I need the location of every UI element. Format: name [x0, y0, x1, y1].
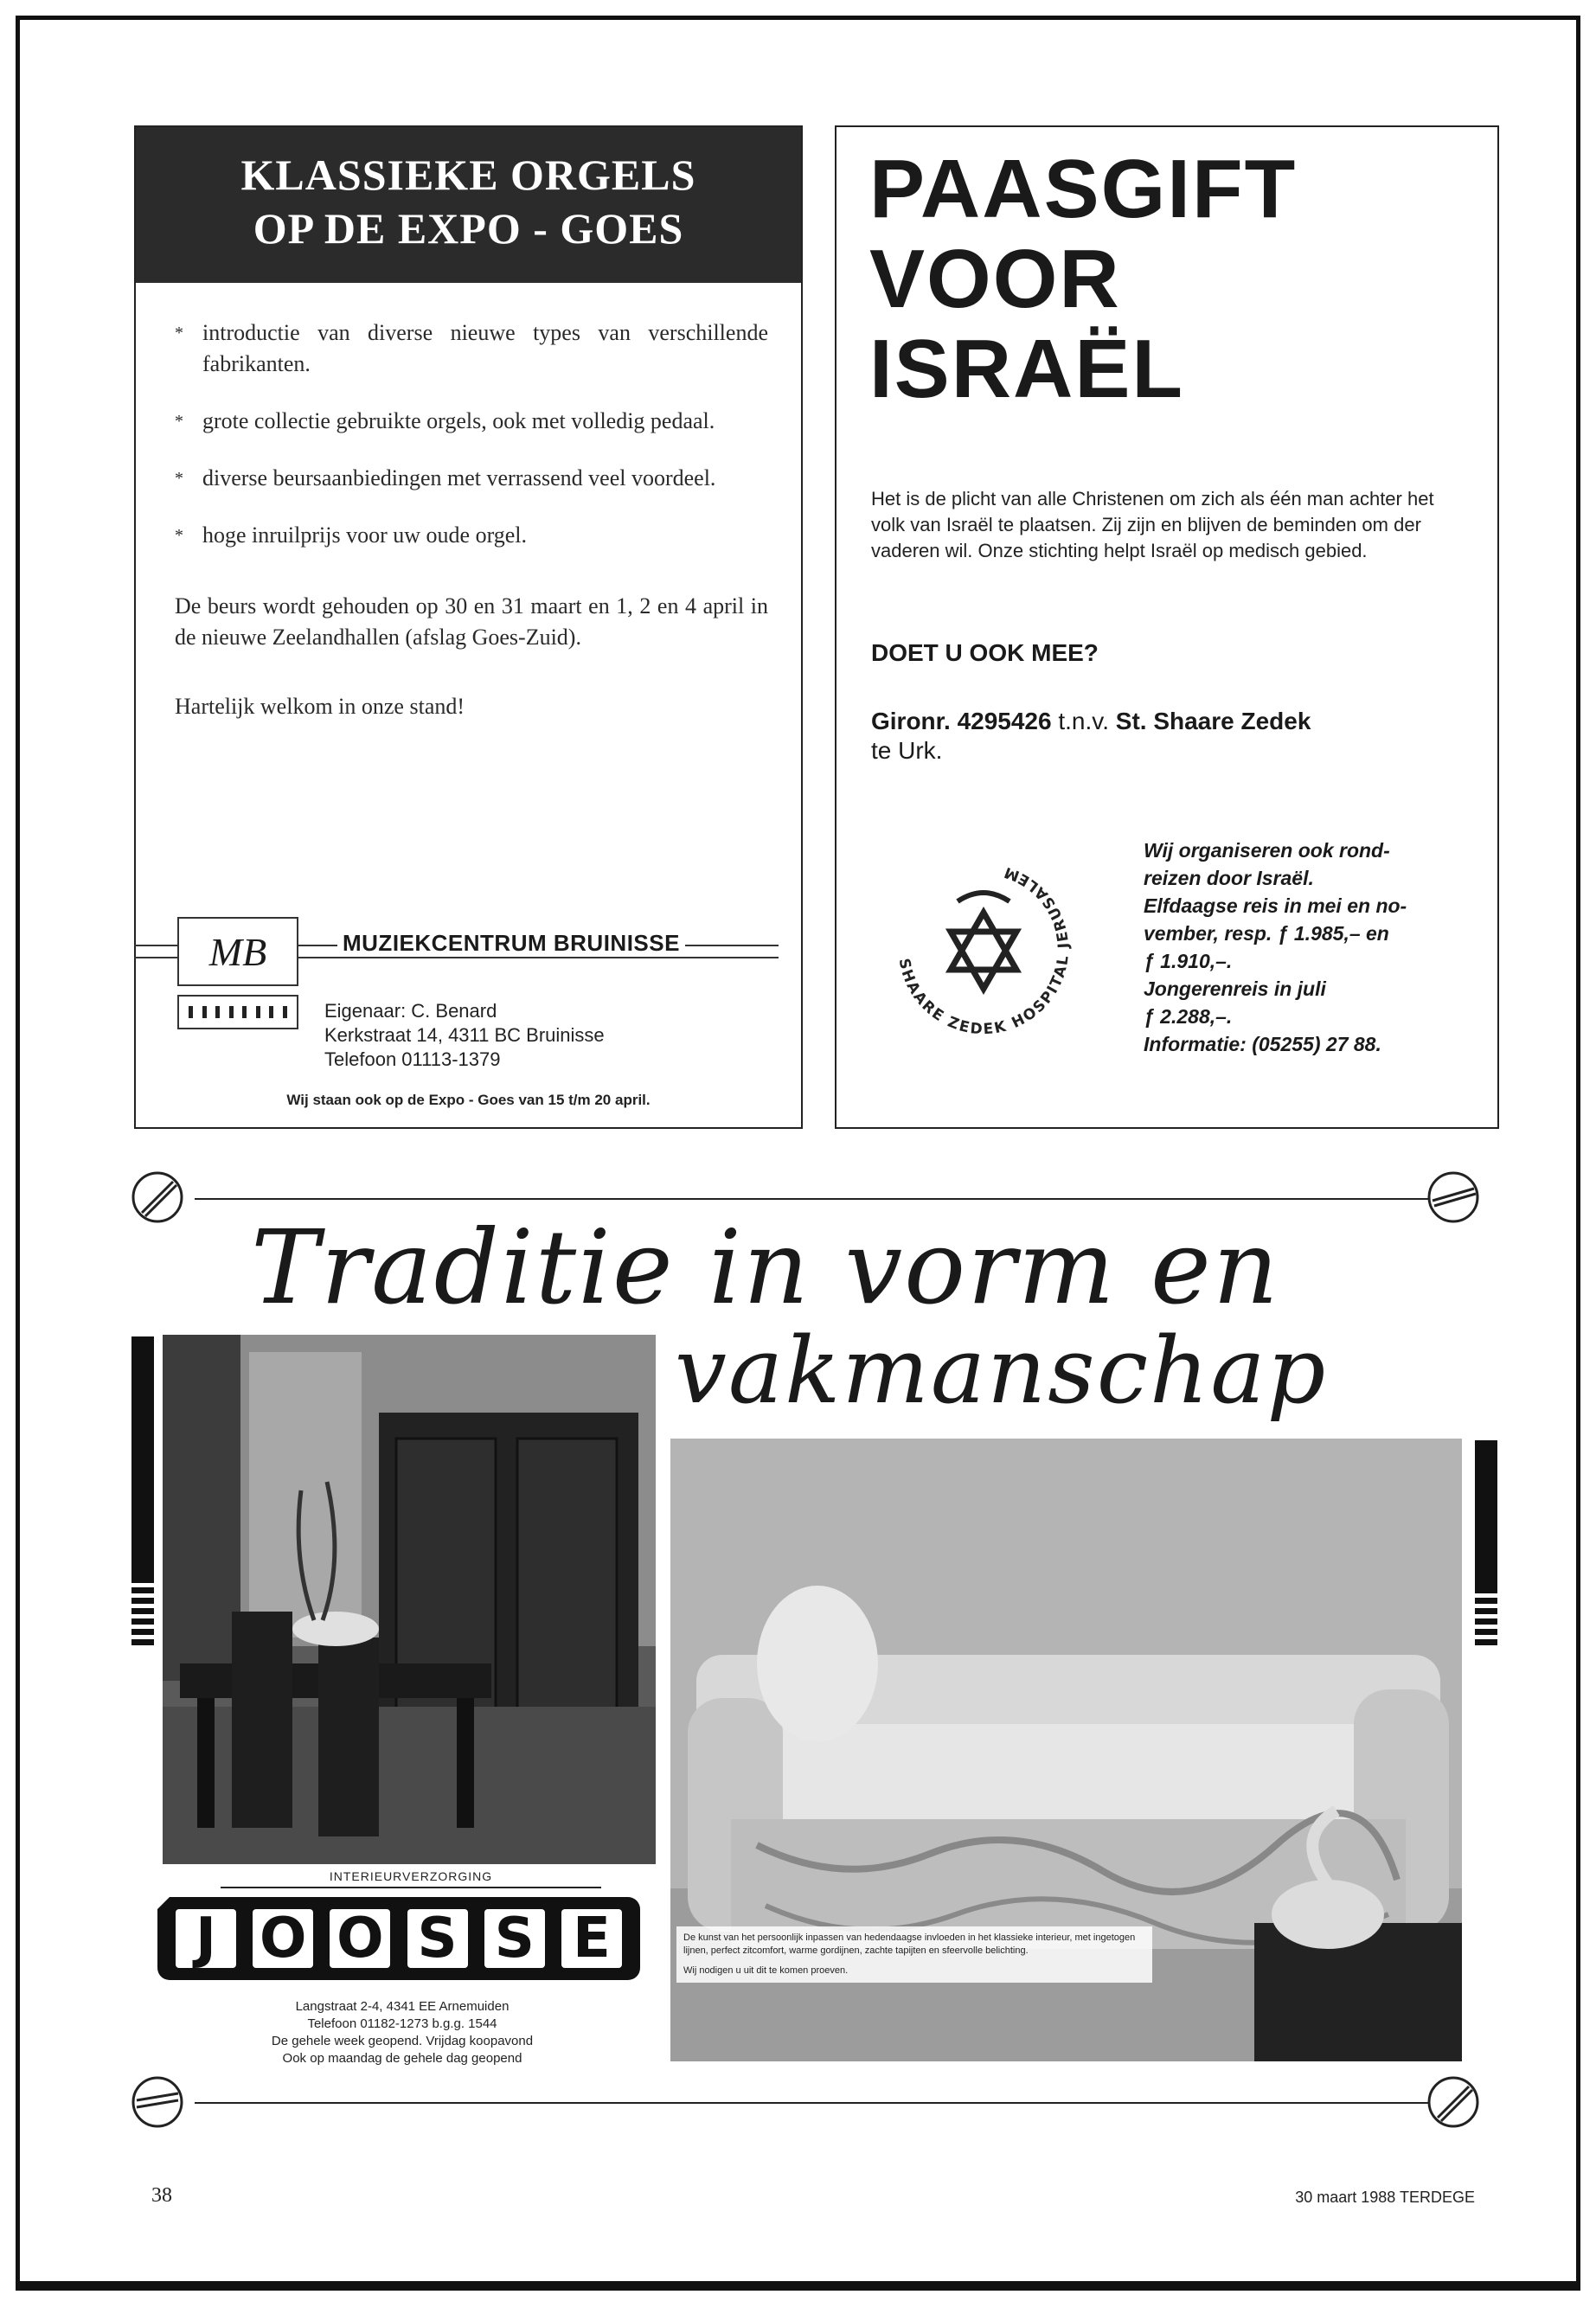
logo-letter: O [253, 1909, 313, 1968]
keyboard-icon [177, 995, 298, 1029]
logo-letter: S [407, 1909, 468, 1968]
store-note: Wij staan ook op de Expo - Goes van 15 t/m 20 april. [286, 1092, 651, 1108]
ad-israel-title-line1: PAASGIFT [869, 143, 1298, 235]
joosse-address [190, 1998, 614, 2067]
joosse-subtitle: INTERIEURVERZORGING [329, 1869, 493, 1883]
bullet-mark: * [175, 526, 183, 545]
page-frame-shadow [16, 2284, 1580, 2291]
bullet-text: hoge inruilprijs voor uw oude orgel. [202, 522, 528, 548]
store-owner: Eigenaar: C. Benard [324, 1000, 497, 1022]
logo-letter: E [561, 1909, 622, 1968]
bullet-text: introductie van diverse nieuwe types van verschillende fabrikanten. [202, 320, 768, 376]
joosse-address-line: Langstraat 2-4, 4341 EE Arnemuiden [295, 1999, 510, 2014]
ad-israel-title-line2: VOOR [869, 233, 1121, 325]
giro-name: St. Shaare Zedek [1115, 708, 1311, 734]
ad-joosse-title-line2: vakmanschap [675, 1317, 1328, 1424]
bullet-text: diverse beursaanbiedingen met verrassend veel voordeel. [202, 465, 716, 490]
ad-joosse-top-rule [195, 1198, 1440, 1200]
ad-orgels-heading-line2: OP DE EXPO - GOES [253, 204, 684, 253]
ad-israel-title [869, 144, 1297, 414]
seal-text: SHAARE ZEDEK HOSPITAL JERUSALEM [894, 862, 1074, 1039]
ad-israel-body: Het is de plicht van alle Christenen om zich als één man achter het volk van Israël te plaatsen. Zij zijn en blijven de beminden om der vaderen wil. Onze stichting helpt Israël op medisch gebied. [871, 488, 1434, 561]
ad-israel-title-line3: ISRAËL [869, 323, 1185, 415]
ad-orgels-heading [136, 127, 801, 283]
decorative-stripes-left [131, 1587, 154, 1648]
store-name: MUZIEKCENTRUM BRUINISSE [337, 930, 685, 957]
logo-letter: O [330, 1909, 390, 1968]
sofa-caption-invite: Wij nodigen u uit dit te komen proeven. [683, 1965, 849, 1976]
tours-line: vember, resp. ƒ 1.985,– en [1144, 922, 1389, 945]
ad-orgels-bullet [175, 463, 768, 494]
page-date: 30 maart 1988 TERDEGE [1295, 2189, 1475, 2206]
screw-icon [130, 2074, 185, 2130]
bullet-mark: * [175, 469, 183, 488]
ad-orgels-heading-line1: KLASSIEKE ORGELS [240, 151, 696, 199]
shaare-zedek-seal-icon [871, 836, 1096, 1061]
screw-icon [1426, 2074, 1481, 2130]
joosse-address-line: Ook op maandag de gehele dag geopend [282, 2051, 522, 2066]
tours-line: reizen door Israël. [1144, 867, 1314, 889]
decorative-bar-left [131, 1336, 154, 1583]
tours-line: ƒ 2.288,–. [1144, 1005, 1233, 1028]
ad-orgels-paragraph: De beurs wordt gehouden op 30 en 31 maart en 1, 2 en 4 april in de nieuwe Zeelandhallen (afslag Goes-Zuid). [175, 593, 768, 650]
screw-icon [130, 1170, 185, 1225]
joosse-address-line: De gehele week geopend. Vrijdag koopavond [271, 2034, 534, 2048]
ad-orgels-bullet [175, 520, 768, 551]
giro-tnv: t.n.v. [1058, 708, 1109, 734]
ad-orgels-body [136, 283, 801, 722]
mb-logo: MB [177, 917, 298, 986]
svg-text:SHAARE ZEDEK HOSPITAL JERUSALE [895, 862, 1074, 1038]
ad-israel-ask: DOET U OOK MEE? [871, 639, 1099, 666]
ad-israel-tours [1144, 836, 1490, 1058]
decorative-stripes-right [1475, 1587, 1497, 1648]
ad-joosse-title-line1: Traditie in vorm en [251, 1208, 1280, 1327]
tours-line: Informatie: (05255) 27 88. [1144, 1033, 1381, 1055]
interior-photo-dining [163, 1335, 656, 1864]
ad-orgels-bullet [175, 317, 768, 380]
bullet-text: grote collectie gebruikte orgels, ook met volledig pedaal. [202, 408, 715, 433]
tours-line: ƒ 1.910,–. [1144, 950, 1233, 972]
store-address [324, 999, 605, 1072]
tours-line: Elfdaagse reis in mei en no- [1144, 894, 1407, 917]
ad-orgels-bullet [175, 406, 768, 437]
tours-line: Jongerenreis in juli [1144, 977, 1326, 1000]
giro-place: te Urk. [871, 737, 943, 764]
giro-number: Gironr. 4295426 [871, 708, 1052, 734]
tours-line: Wij organiseren ook rond- [1144, 839, 1390, 862]
joosse-logo [169, 1900, 629, 1977]
ad-orgels-welcome: Hartelijk welkom in onze stand! [175, 694, 465, 719]
sofa-caption [676, 1926, 1152, 1983]
ad-israel-giro [871, 707, 1477, 766]
logo-rule-left [134, 945, 177, 958]
joosse-subtitle-rule [221, 1887, 601, 1888]
store-phone: Telefoon 01113-1379 [324, 1048, 501, 1070]
sofa-caption-text: De kunst van het persoonlijk inpassen van hedendaagse invloeden in het klassieke interieur, met ingetogen lijnen, perfect zitcomfort, warme gordijnen, zachte tapijten en sfeervolle belichting. [683, 1932, 1136, 1956]
joosse-address-line: Telefoon 01182-1273 b.g.g. 1544 [307, 2016, 497, 2031]
logo-letter: J [176, 1909, 236, 1968]
bullet-mark: * [175, 324, 183, 343]
logo-letter: S [484, 1909, 545, 1968]
store-street: Kerkstraat 14, 4311 BC Bruinisse [324, 1024, 605, 1046]
ad-paasgift-israel [835, 125, 1499, 1129]
screw-icon [1426, 1170, 1481, 1225]
page-number: 38 [151, 2184, 172, 2207]
bullet-mark: * [175, 412, 183, 431]
ad-joosse-bottom-rule [195, 2102, 1440, 2104]
